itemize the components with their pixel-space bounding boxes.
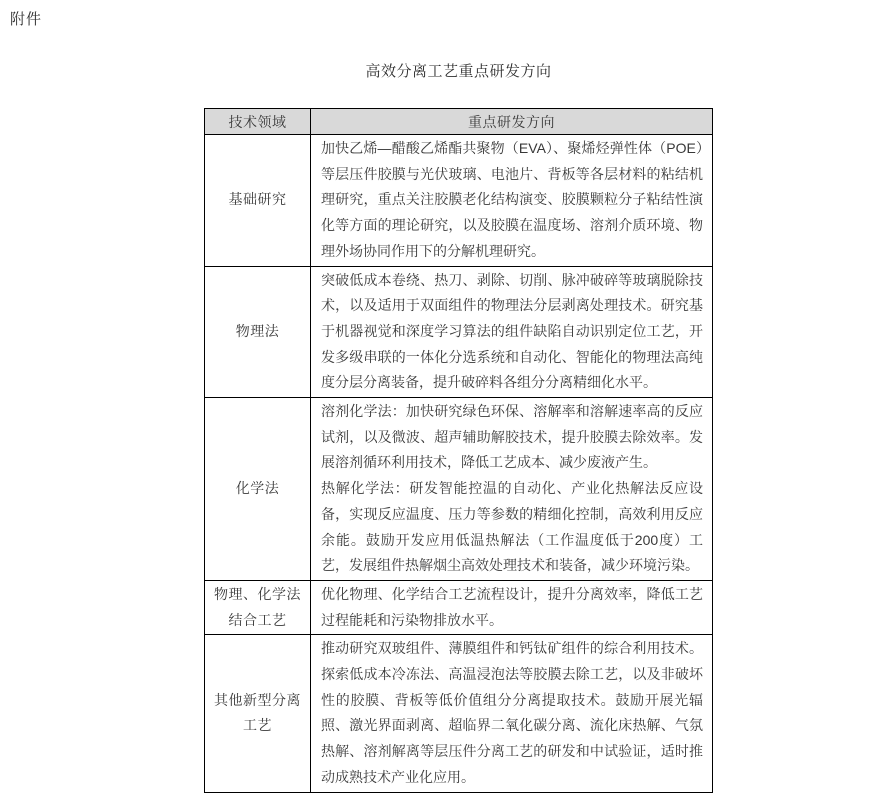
table-header-row — [205, 109, 713, 135]
rd-directions-table — [204, 108, 713, 793]
direction-paragraph: 优化物理、化学结合工艺流程设计，提升分离效率，降低工艺过程能耗和污染物排放水平。 — [321, 585, 703, 628]
table-row — [205, 580, 713, 634]
column-header-rd-direction: 重点研发方向 — [311, 109, 713, 135]
direction-paragraph: 溶剂化学法：加快研究绿色环保、溶解率和溶解速率高的反应试剂，以及微波、超声辅助解胶技术，提升胶膜去除效率。发展溶剂循环利用技术，降低工艺成本、减少废液产生。 — [321, 403, 703, 471]
document-content — [204, 60, 713, 793]
tech-field-cell: 基础研究 — [205, 135, 311, 267]
rd-directions-cell — [311, 635, 713, 792]
rd-directions-cell — [311, 135, 713, 267]
rd-directions-cell — [311, 398, 713, 581]
tech-field-cell: 物理法 — [205, 266, 311, 398]
table-row — [205, 635, 713, 792]
column-header-tech-field: 技术领域 — [205, 109, 311, 135]
direction-paragraph: 加快乙烯—醋酸乙烯酯共聚物（EVA）、聚烯烃弹性体（POE）等层压件胶膜与光伏玻璃、电池片、背板等各层材料的粘结机理研究，重点关注胶膜老化结构演变、胶膜颗粒分子粘结性演化等方面的理论研究，以及胶膜在温度场、溶剂介质环境、物理外场协同作用下的分解机理研究。 — [321, 140, 703, 259]
table-row — [205, 135, 713, 267]
table-row — [205, 266, 713, 398]
attachment-label: 附件 — [10, 11, 43, 28]
page-title: 高效分离工艺重点研发方向 — [365, 63, 552, 80]
direction-paragraph: 热解化学法：研发智能控温的自动化、产业化热解法反应设备，实现反应温度、压力等参数的精细化控制，高效利用反应余能。鼓励开发应用低温热解法（工作温度低于200度）工艺，发展组件热解烟尘高效处理技术和装备，减少环境污染。 — [321, 480, 703, 574]
table-row — [205, 398, 713, 581]
tech-field-cell: 其他新型分离工艺 — [205, 635, 311, 792]
direction-paragraph: 突破低成本卷绕、热刀、剥除、切削、脉冲破碎等玻璃脱除技术，以及适用于双面组件的物理法分层剥离处理技术。研究基于机器视觉和深度学习算法的组件缺陷自动识别定位工艺，开发多级串联的一体化分选系统和自动化、智能化的物理法高纯度分层分离装备，提升破碎料各组分分离精细化水平。 — [321, 271, 703, 391]
tech-field-cell: 物理、化学法结合工艺 — [205, 580, 311, 634]
direction-paragraph: 推动研究双玻组件、薄膜组件和钙钛矿组件的综合利用技术。探索低成本冷冻法、高温浸泡法等胶膜去除工艺，以及非破坏性的胶膜、背板等低价值组分分离提取技术。鼓励开展光辐照、激光界面剥离、超临界二氧化碳分离、流化床热解、气氛热解、溶剂解离等层压件分离工艺的研发和中试验证，适时推动成熟技术产业化应用。 — [321, 640, 703, 785]
rd-directions-cell — [311, 266, 713, 398]
tech-field-cell: 化学法 — [205, 398, 311, 581]
rd-directions-cell — [311, 580, 713, 634]
